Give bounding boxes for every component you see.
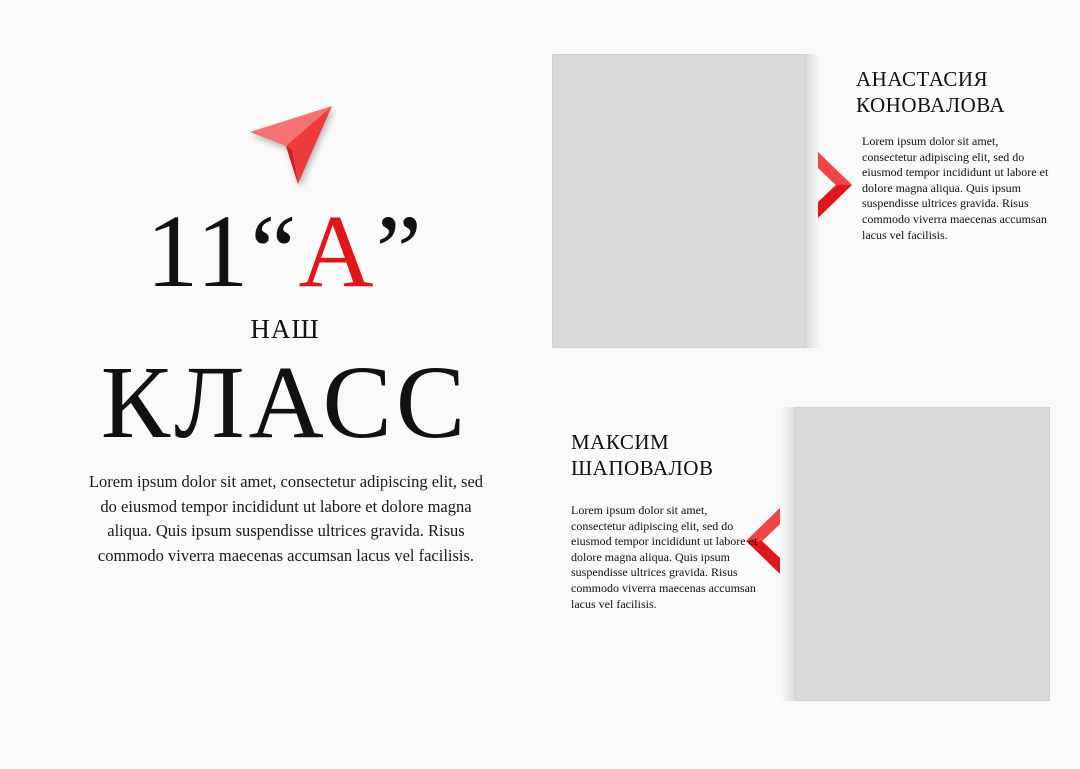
class-title <box>60 194 510 309</box>
student-name-1 <box>856 66 1066 118</box>
close-quote: ” <box>375 194 424 309</box>
student-bio-2: Lorem ipsum dolor sit amet, consectetur adipiscing elit, sed do eiusmod tempor incididunt ut labore et dolore magna aliqua. Quis ipsum suspendisse ultrices gravida. Risus commodo viverra maecenas accumsan lacus vel facilisis. <box>571 503 758 611</box>
chevron-right-icon <box>816 150 854 220</box>
student-name-2-first: МАКСИМ <box>571 430 670 454</box>
intro-text: Lorem ipsum dolor sit amet, consectetur adipiscing elit, sed do eiusmod tempor incididunt ut labore et dolore magna aliqua. Quis ipsum suspendisse ultrices gravida. Risus commodo viverra maecenas accumsan lacus vel facilisis. <box>88 472 484 565</box>
student-name-2-last: ШАПОВАЛОВ <box>571 456 714 480</box>
student-name-1-first: АНАСТАСИЯ <box>856 67 989 91</box>
paper-plane-icon <box>248 104 338 194</box>
open-quote: “ <box>250 194 299 309</box>
student-name-2 <box>571 429 771 481</box>
subtitle: НАШ <box>250 314 320 344</box>
student-photo-1 <box>552 54 806 348</box>
class-number: 11 <box>146 194 251 309</box>
student-bio-1: Lorem ipsum dolor sit amet, consectetur adipiscing elit, sed do eiusmod tempor incididunt ut labore et dolore magna aliqua. Quis ipsum suspendisse ultrices gravida. Risus commodo viverra maecenas accumsan lacus vel facilisis. <box>862 134 1049 242</box>
student-name-1-last: КОНОВАЛОВА <box>856 93 1006 117</box>
big-word: КЛАСС <box>100 345 470 460</box>
class-letter: А <box>298 194 376 309</box>
student-photo-2 <box>795 407 1050 701</box>
photo-edge-shadow <box>781 407 795 701</box>
